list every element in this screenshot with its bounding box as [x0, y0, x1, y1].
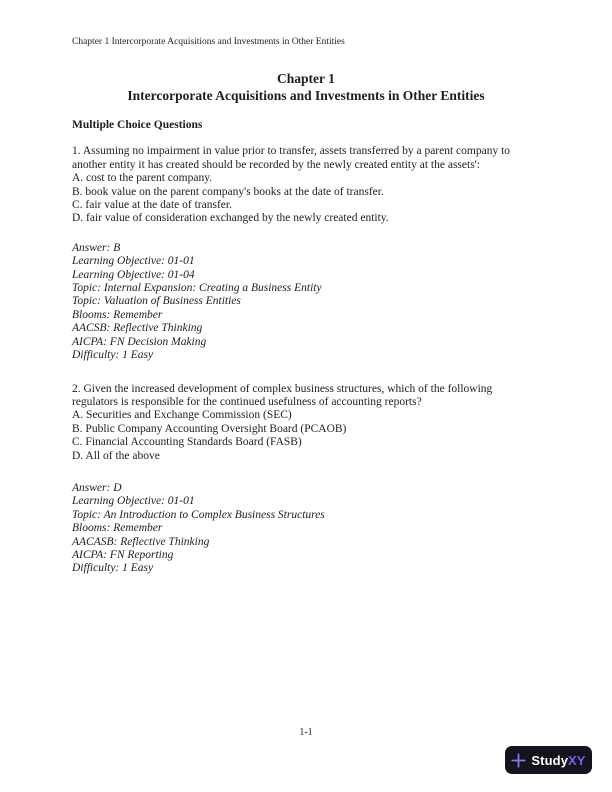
- metadata-line: Topic: An Introduction to Complex Business Structures: [72, 508, 325, 521]
- chapter-subtitle: Intercorporate Acquisitions and Investments in Other Entities: [127, 88, 485, 103]
- brand-name-primary: Study: [531, 752, 569, 768]
- question-2: [72, 383, 540, 463]
- chapter-title: Chapter 1: [277, 71, 335, 86]
- question-stem-line: 1. Assuming no impairment in value prior to transfer, assets transferred by a parent company to: [72, 145, 511, 158]
- option-b: B. Public Company Accounting Oversight Board (PCAOB): [72, 422, 347, 435]
- page-number: 1-1: [299, 727, 313, 738]
- plus-icon: [511, 753, 526, 768]
- metadata-line: Difficulty: 1 Easy: [72, 349, 154, 362]
- answer-line: Answer: B: [72, 241, 121, 254]
- option-a: A. Securities and Exchange Commission (SEC): [72, 409, 292, 422]
- question-1-metadata: [72, 242, 540, 363]
- metadata-line: Topic: Valuation of Business Entities: [72, 295, 241, 308]
- metadata-line: AICPA: FN Reporting: [72, 548, 174, 561]
- metadata-line: AACASB: Reflective Thinking: [72, 535, 210, 548]
- metadata-line: AACSB: Reflective Thinking: [72, 322, 203, 335]
- metadata-line: Blooms: Remember: [72, 308, 163, 321]
- metadata-line: Learning Objective: 01-01: [72, 495, 195, 508]
- question-stem-line: 2. Given the increased development of complex business structures, which of the following: [72, 382, 493, 395]
- brand-name: [531, 753, 585, 768]
- metadata-line: Learning Objective: 01-01: [72, 255, 195, 268]
- metadata-line: AICPA: FN Decision Making: [72, 335, 207, 348]
- answer-line: Answer: D: [72, 481, 122, 494]
- question-stem-line: another entity it has created should be recorded by the newly created entity at the assets':: [72, 158, 480, 171]
- brand-name-secondary: XY: [568, 752, 586, 768]
- question-stem-line: regulators is responsible for the continued usefulness of accounting reports?: [72, 395, 422, 408]
- studyxy-badge: [505, 746, 592, 774]
- option-c: C. fair value at the date of transfer.: [72, 199, 232, 212]
- option-d: D. fair value of consideration exchanged by the newly created entity.: [72, 212, 389, 225]
- running-header: Chapter 1 Intercorporate Acquisitions and Investments in Other Entities: [72, 37, 345, 47]
- option-a: A. cost to the parent company.: [72, 172, 213, 185]
- metadata-line: Learning Objective: 01-04: [72, 268, 195, 281]
- option-b: B. book value on the parent company's books at the date of transfer.: [72, 185, 384, 198]
- plus-icon-strokes: [513, 754, 525, 766]
- question-2-metadata: [72, 482, 540, 576]
- metadata-line: Difficulty: 1 Easy: [72, 562, 154, 575]
- option-d: D. All of the above: [72, 449, 160, 462]
- title-block: [72, 70, 540, 104]
- question-1: [72, 145, 540, 225]
- metadata-line: Blooms: Remember: [72, 522, 163, 535]
- metadata-line: Topic: Internal Expansion: Creating a Business Entity: [72, 282, 322, 295]
- section-heading: Multiple Choice Questions: [72, 119, 203, 131]
- option-c: C. Financial Accounting Standards Board (FASB): [72, 436, 302, 449]
